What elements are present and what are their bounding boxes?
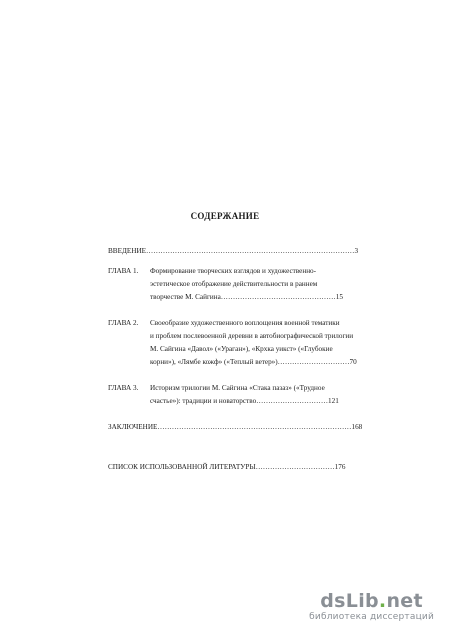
chapter-2-line-3: М. Сайгина «Давол» («Ураган»), «Крхка уикст» («Глубокие [150,345,333,353]
toc-references: СПИСОК ИСПОЛЬЗОВАННОЙ ЛИТЕРАТУРЫ……………………………176 [108,463,346,471]
chapter-3-label: ГЛАВА 3. [108,384,139,392]
dslib-logo: dsLib.net [320,590,423,612]
chapter-2-label: ГЛАВА 2. [108,319,139,327]
chapter-3-line-2: счастье»): традиции и новаторство…………………………121 [150,397,339,405]
dslib-subtitle: библиотека диссертаций [309,612,434,622]
chapter-1-line-3: творчестве М. Сайгина…………………………………………15 [150,293,343,301]
chapter-2-line-1: Своеобразие художественного воплощения военной тематики [150,319,340,327]
page-title: СОДЕРЖАНИЕ [190,211,260,221]
chapter-1-line-1: Формирование творческих взглядов и художественно- [150,267,317,275]
chapter-1-line-2: эстетическое отображение действительности в раннем [150,280,318,288]
chapter-3-line-1: Историзм трилогии М. Сайгина «Стака пазаз» («Трудное [150,384,325,392]
dslib-watermark [309,590,434,623]
chapter-2-line-2: и проблем послевоенной деревни в автобиографической трилогии [150,332,354,340]
chapter-1-label: ГЛАВА 1. [108,267,139,275]
chapter-2-line-4: корни»), «Лямбе кожф» («Теплый ветер»)…………………………70 [150,358,357,366]
toc-introduction: ВВЕДЕНИЕ……………………………………………………………………………3 [108,247,359,255]
toc-conclusion: ЗАКЛЮЧЕНИЕ………………………………………………………………………168 [108,423,363,431]
